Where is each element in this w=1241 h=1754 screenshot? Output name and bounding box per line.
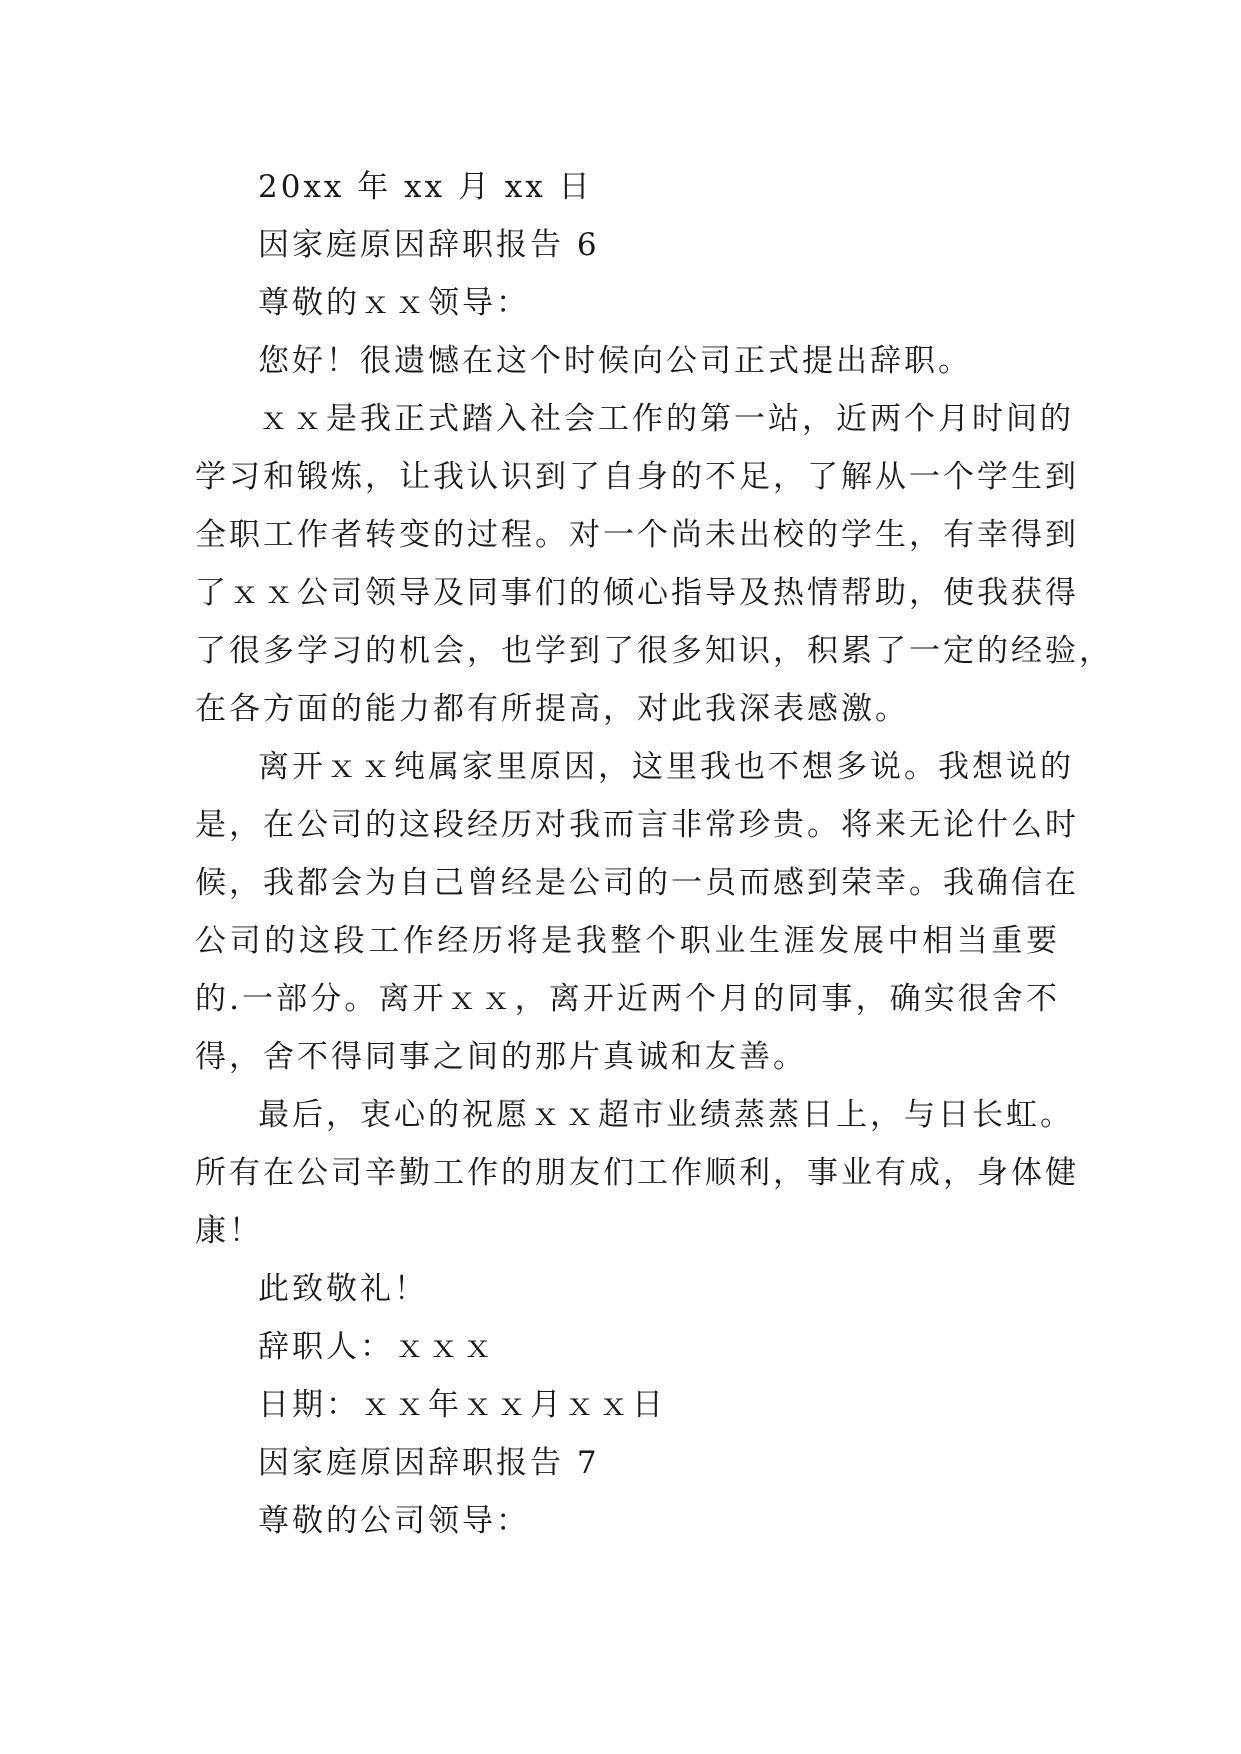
salutation-6: 尊敬的ｘｘ领导： — [258, 285, 530, 321]
paragraph-1-line: 全职工作者转变的过程。对一个尚未出校的学生，有幸得到 — [195, 517, 1079, 553]
paragraph-3-line: 康！ — [195, 1213, 263, 1249]
report-title-7: 因家庭原因辞职报告 7 — [258, 1445, 600, 1481]
paragraph-1-line: 学习和锻炼，让我认识到了自身的不足，了解从一个学生到 — [195, 459, 1079, 495]
resigner-line: 辞职人：ｘｘｘ — [258, 1329, 496, 1365]
paragraph-1-line: 了很多学习的机会，也学到了很多知识，积累了一定的经验， — [195, 633, 1113, 669]
paragraph-3 — [195, 1086, 1079, 1260]
paragraph-3-line: 所有在公司辛勤工作的朋友们工作顺利，事业有成，身体健 — [195, 1155, 1079, 1191]
document-body — [195, 158, 1113, 1550]
paragraph-2-line: 是，在公司的这段经历对我而言非常珍贵。将来无论什么时 — [195, 807, 1079, 843]
paragraph-2-line: 的.一部分。离开ｘｘ，离开近两个月的同事，确实很舍不 — [195, 981, 1060, 1017]
paragraph-1-line: 了ｘｘ公司领导及同事们的倾心指导及热情帮助，使我获得 — [195, 575, 1079, 611]
paragraph-1 — [195, 390, 1113, 738]
paragraph-3-line: 最后，衷心的祝愿ｘｘ超市业绩蒸蒸日上，与日长虹。 — [258, 1097, 1074, 1133]
salutation-7: 尊敬的公司领导： — [258, 1503, 530, 1539]
closing-regards: 此致敬礼！ — [258, 1271, 428, 1307]
paragraph-1-line: ｘｘ是我正式踏入社会工作的第一站，近两个月时间的 — [258, 401, 1074, 437]
paragraph-2-line: 候，我都会为自己曾经是公司的一员而感到荣幸。我确信在 — [195, 865, 1079, 901]
date-line: 20xx 年 xx 月 xx 日 — [258, 169, 593, 205]
paragraph-2-line: 公司的这段工作经历将是我整个职业生涯发展中相当重要 — [195, 923, 1060, 959]
paragraph-1-line: 在各方面的能力都有所提高，对此我深表感激。 — [195, 691, 909, 727]
paragraph-2 — [195, 738, 1079, 1086]
paragraph-2-line: 得，舍不得同事之间的那片真诚和友善。 — [195, 1039, 807, 1075]
signature-date-line: 日期：ｘｘ年ｘｘ月ｘｘ日 — [258, 1387, 666, 1423]
greeting-line: 您好！很遗憾在这个时候向公司正式提出辞职。 — [258, 343, 972, 379]
report-title-6: 因家庭原因辞职报告 6 — [258, 227, 600, 263]
paragraph-2-line: 离开ｘｘ纯属家里原因，这里我也不想多说。我想说的 — [258, 749, 1074, 785]
